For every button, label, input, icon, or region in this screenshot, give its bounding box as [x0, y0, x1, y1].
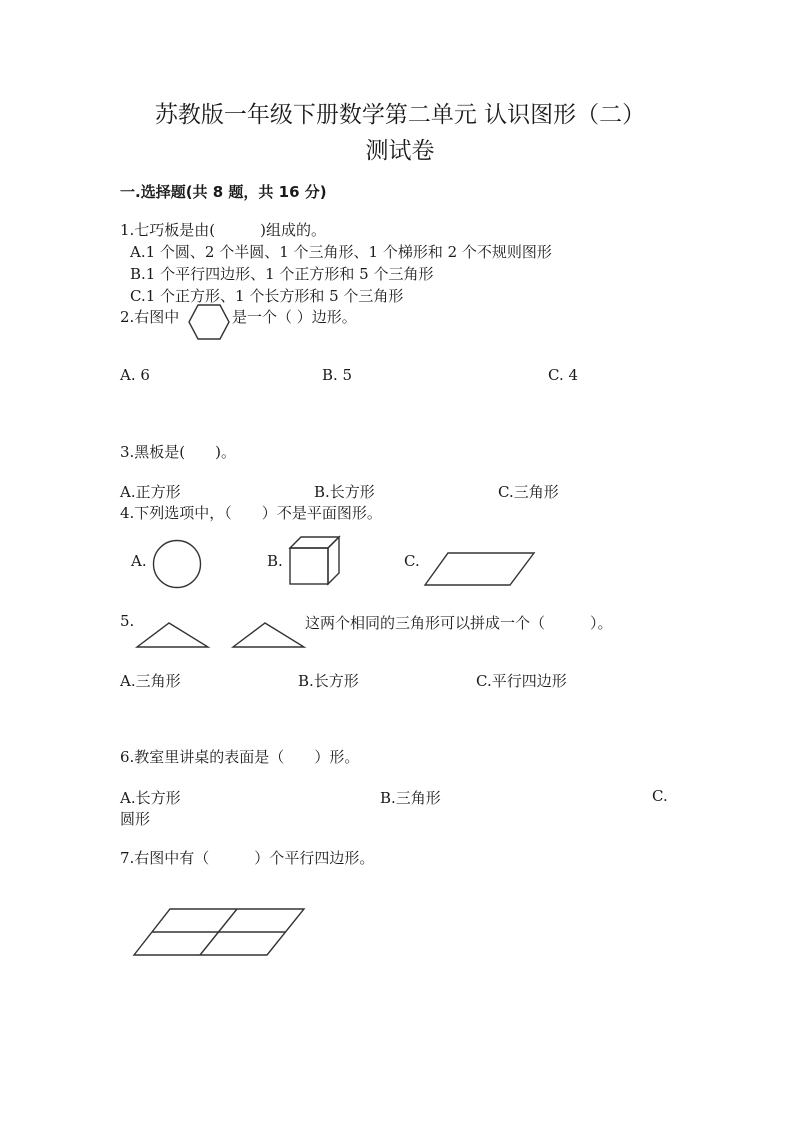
question-5-number: 5.: [120, 612, 135, 630]
page-title: 苏教版一年级下册数学第二单元 认识图形（二）: [154, 102, 646, 128]
question-3-stem: 3.黑板是( )。: [120, 443, 237, 461]
circle-icon: [152, 539, 202, 589]
question-1-option-c[interactable]: C.1 个正方形、1 个长方形和 5 个三角形: [130, 287, 404, 305]
parallelogram-grid-icon: [133, 907, 307, 957]
parallelogram-icon: [424, 551, 536, 587]
question-6-option-c-wrap[interactable]: 圆形: [120, 810, 151, 828]
question-6-option-c[interactable]: C.: [652, 787, 668, 805]
page-title-line2: 测试卷: [365, 138, 435, 164]
question-6-stem: 6.教室里讲桌的表面是（ ）形。: [120, 748, 360, 766]
question-1-stem: 1.七巧板是由( )组成的。: [120, 221, 327, 239]
question-6-option-a[interactable]: A.长方形: [120, 789, 181, 807]
question-3-option-c[interactable]: C.三角形: [498, 483, 559, 501]
question-1-option-b[interactable]: B.1 个平行四边形、1 个正方形和 5 个三角形: [130, 265, 434, 283]
question-3-option-a[interactable]: A.正方形: [120, 483, 181, 501]
section-header: 一.选择题(共 8 题，共 16 分): [120, 183, 327, 201]
question-2-option-a[interactable]: A. 6: [120, 366, 150, 384]
hexagon-icon: [188, 303, 230, 341]
question-4-option-a[interactable]: A.: [131, 552, 147, 570]
question-5-stem: 这两个相同的三角形可以拼成一个（ ）。: [305, 614, 613, 632]
question-5-option-a[interactable]: A.三角形: [120, 672, 181, 690]
question-2-option-b[interactable]: B. 5: [322, 366, 353, 384]
question-2-stem-after: 是一个（ ）边形。: [232, 308, 357, 326]
triangle-icon: [136, 621, 210, 649]
question-6-option-b[interactable]: B.三角形: [380, 789, 441, 807]
question-5-option-b[interactable]: B.长方形: [298, 672, 359, 690]
question-4-stem: 4.下列选项中，（ ）不是平面图形。: [120, 504, 382, 522]
question-1-option-a[interactable]: A.1 个圆、2 个半圆、1 个三角形、1 个梯形和 2 个不规则图形: [130, 243, 552, 261]
question-7-stem: 7.右图中有（ ）个平行四边形。: [120, 849, 375, 867]
question-2-option-c[interactable]: C. 4: [548, 366, 579, 384]
question-4-option-c[interactable]: C.: [404, 552, 420, 570]
triangle-icon-2: [232, 621, 306, 649]
question-5-option-c[interactable]: C.平行四边形: [476, 672, 567, 690]
question-2-stem-before: 2.右图中: [120, 308, 180, 326]
cube-icon: [289, 536, 341, 586]
question-3-option-b[interactable]: B.长方形: [314, 483, 375, 501]
question-4-option-b[interactable]: B.: [267, 552, 283, 570]
